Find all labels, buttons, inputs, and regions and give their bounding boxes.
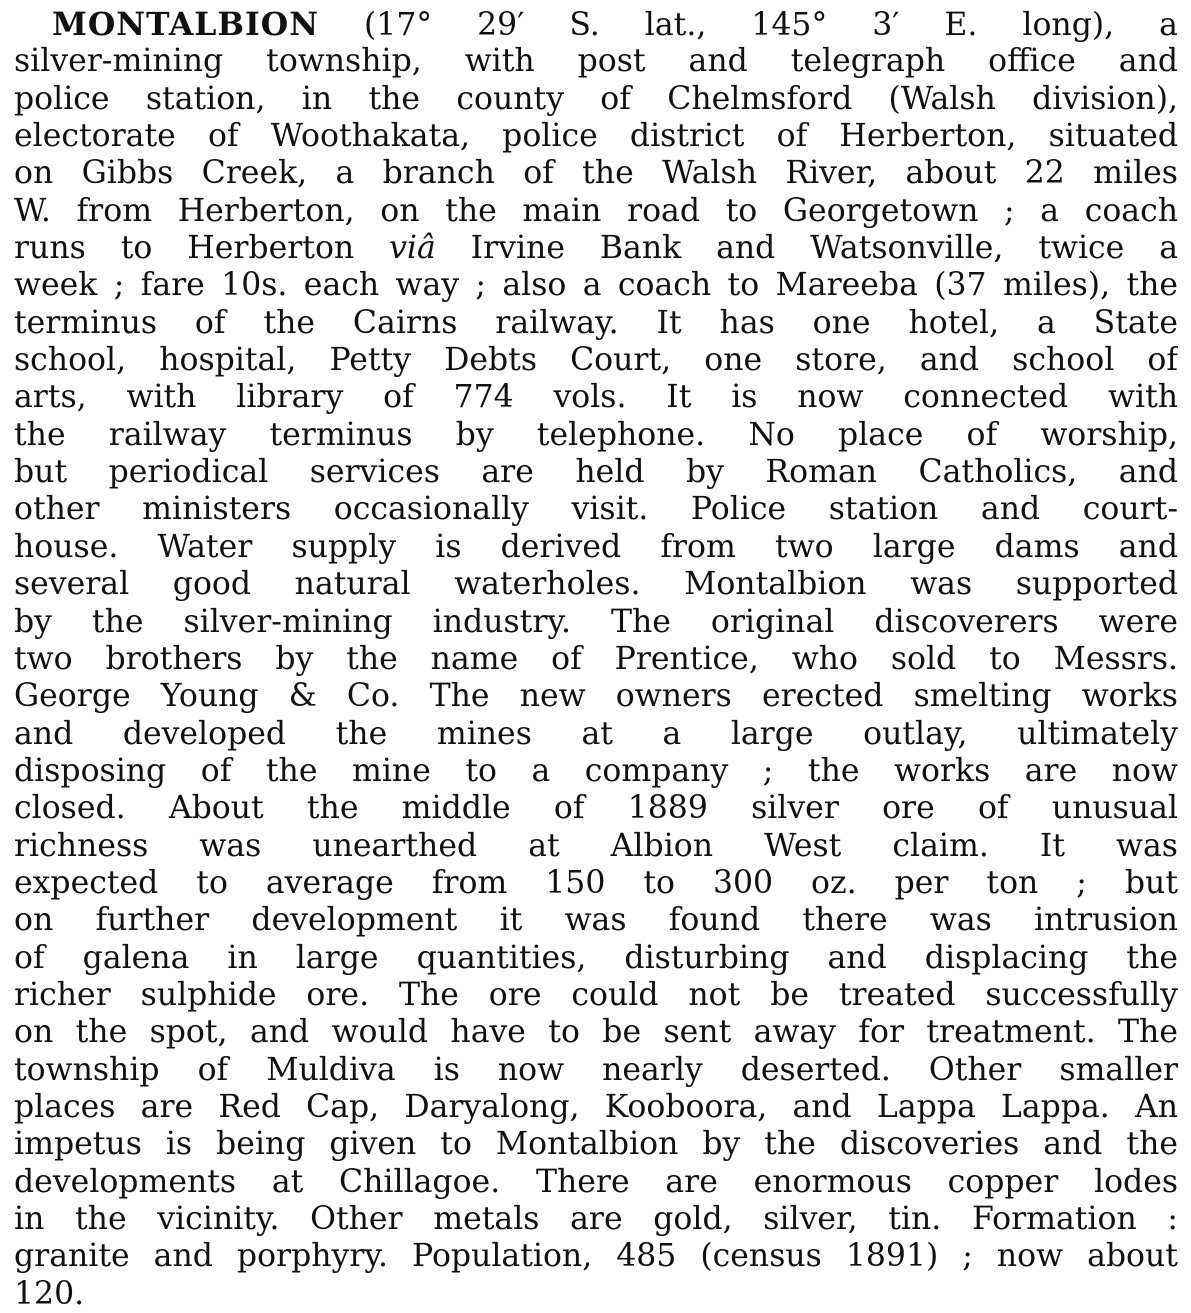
entry-line: on further development it was found there was intrusion — [14, 902, 1178, 939]
entry-line-text: (17° 29′ S. lat., 145° 3′ E. long), a — [364, 7, 1178, 43]
entry-line: 120. — [14, 1275, 85, 1312]
entry-line: impetus is being given to Montalbion by the discoveries and the — [14, 1126, 1178, 1163]
entry-line: police station, in the county of Chelmsford (Walsh division), — [14, 80, 1178, 117]
entry-line-text: Irvine Bank and Watsonville, twice a — [435, 230, 1178, 267]
gazetteer-entry — [14, 6, 1178, 1313]
entry-line: richness was unearthed at Albion West claim. It was — [14, 827, 1178, 864]
entry-line: W. from Herberton, on the main road to Georgetown ; a coach — [14, 192, 1178, 229]
entry-line: expected to average from 150 to 300 oz. per ton ; but — [14, 864, 1178, 901]
entry-line: week ; fare 10s. each way ; also a coach to Mareeba (37 miles), the — [14, 267, 1178, 304]
entry-line: other ministers occasionally visit. Police station and court- — [14, 491, 1178, 528]
entry-line: developments at Chillagoe. There are enormous copper lodes — [14, 1163, 1178, 1200]
entry-line: township of Muldiva is now nearly deserted. Other smaller — [14, 1051, 1178, 1088]
entry-line: richer sulphide ore. The ore could not be treated successfully — [14, 976, 1178, 1013]
entry-line: electorate of Woothakata, police district of Herberton, situated — [14, 118, 1178, 155]
entry-line: the railway terminus by telephone. No place of worship, — [14, 416, 1178, 453]
entry-line: on Gibbs Creek, a branch of the Walsh River, about 22 miles — [14, 155, 1178, 192]
entry-line: several good natural waterholes. Montalbion was supported — [14, 566, 1178, 603]
entry-line: closed. About the middle of 1889 silver ore of unusual — [14, 790, 1178, 827]
entry-line — [14, 6, 1178, 43]
headword: MONTALBION — [52, 6, 319, 43]
italic-word: viâ — [389, 230, 436, 267]
entry-line: silver-mining township, with post and telegraph office and — [14, 43, 1178, 80]
entry-line: disposing of the mine to a company ; the works are now — [14, 752, 1178, 789]
entry-line: places are Red Cap, Daryalong, Kooboora, and Lappa Lappa. An — [14, 1088, 1178, 1125]
entry-line — [14, 230, 1178, 267]
entry-line: and developed the mines at a large outlay, ultimately — [14, 715, 1178, 752]
entry-line: school, hospital, Petty Debts Court, one store, and school of — [14, 342, 1178, 379]
entry-line: on the spot, and would have to be sent away for treatment. The — [14, 1014, 1178, 1051]
entry-line-text: runs to Herberton — [14, 230, 390, 267]
entry-line: house. Water supply is derived from two large dams and — [14, 528, 1178, 565]
entry-line: granite and porphyry. Population, 485 (census 1891) ; now about — [14, 1238, 1178, 1275]
entry-line: two brothers by the name of Prentice, who sold to Messrs. — [14, 640, 1178, 677]
entry-line: by the silver-mining industry. The original discoverers were — [14, 603, 1178, 640]
entry-line: terminus of the Cairns railway. It has one hotel, a State — [14, 304, 1178, 341]
entry-line: of galena in large quantities, disturbing and displacing the — [14, 939, 1178, 976]
entry-line: George Young & Co. The new owners erected smelting works — [14, 678, 1178, 715]
entry-line: but periodical services are held by Roman Catholics, and — [14, 454, 1178, 491]
entry-line: in the vicinity. Other metals are gold, silver, tin. Formation : — [14, 1201, 1178, 1237]
entry-line: arts, with library of 774 vols. It is now connected with — [14, 379, 1178, 416]
